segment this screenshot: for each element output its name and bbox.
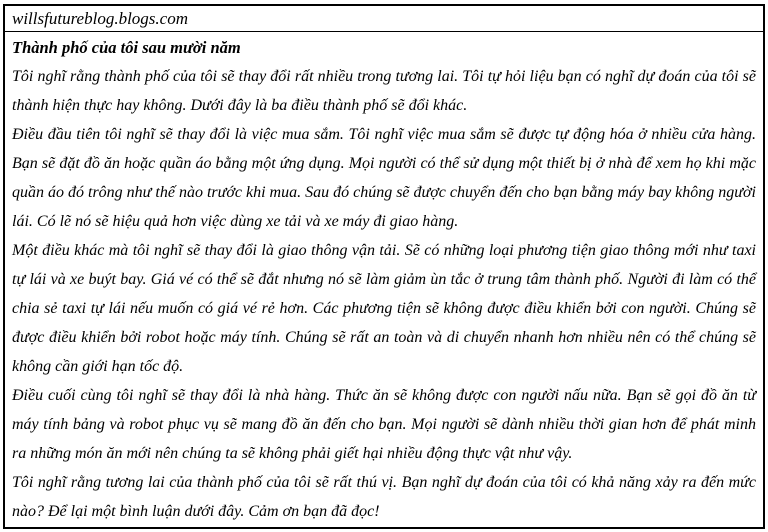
post-paragraph-restaurants: Điều cuối cùng tôi nghĩ sẽ thay đổi là nhà hàng. Thức ăn sẽ không được con người nấu nữa. Bạn sẽ gọi đồ ăn từ máy tính bảng và robot phục vụ sẽ mang đồ ăn đến cho bạn. Mọi người sẽ dành nhiều thời gian hơn để phát minh ra những món ăn mới nên chúng ta sẽ không phải giết hại nhiều động thực vật như vậy. [12,387,756,462]
post-paragraph-conclusion: Tôi nghĩ rằng tương lai của thành phố của tôi sẽ rất thú vị. Bạn nghĩ dự đoán của tôi có khả năng xảy ra đến mức nào? Để lại một bình luận dưới đây. Cảm ơn bạn đã đọc! [12,474,756,520]
document-frame [3,4,765,529]
post-paragraph-transport: Một điều khác mà tôi nghĩ sẽ thay đổi là giao thông vận tải. Sẽ có những loại phương tiện giao thông mới như taxi tự lái và xe buýt bay. Giá vé có thể sẽ đắt nhưng nó sẽ làm giảm ùn tắc ở trung tâm thành phố. Người đi làm có thể chia sẻ taxi tự lái nếu muốn có giá vé rẻ hơn. Các phương tiện sẽ không được điều khiển bởi con người. Chúng sẽ được điều khiển bởi robot hoặc máy tính. Chúng sẽ rất an toàn và di chuyển nhanh hơn nhiều nên có thể chúng sẽ không cần giới hạn tốc độ. [12,242,756,375]
blog-content [5,32,763,527]
post-paragraph-intro: Tôi nghĩ rằng thành phố của tôi sẽ thay đổi rất nhiều trong tương lai. Tôi tự hỏi liệu bạn có nghĩ dự đoán của tôi sẽ thành hiện thực hay không. Dưới đây là ba điều thành phố sẽ đổi khác. [12,68,756,114]
post-title: Thành phố của tôi sau mười năm [12,38,241,57]
blog-url: willsfutureblog.blogs.com [12,9,188,28]
blog-url-header [5,6,763,32]
post-paragraph-shopping: Điều đầu tiên tôi nghĩ sẽ thay đổi là việc mua sắm. Tôi nghĩ việc mua sắm sẽ được tự động hóa ở nhiều cửa hàng. Bạn sẽ đặt đồ ăn hoặc quần áo bằng một ứng dụng. Mọi người có thể sử dụng một thiết bị ở nhà để xem họ khi mặc quần áo đó trông như thế nào trước khi mua. Sau đó chúng sẽ được chuyển đến cho bạn bằng máy bay không người lái. Có lẽ nó sẽ hiệu quả hơn việc dùng xe tải và xe máy đi giao hàng. [12,126,756,230]
